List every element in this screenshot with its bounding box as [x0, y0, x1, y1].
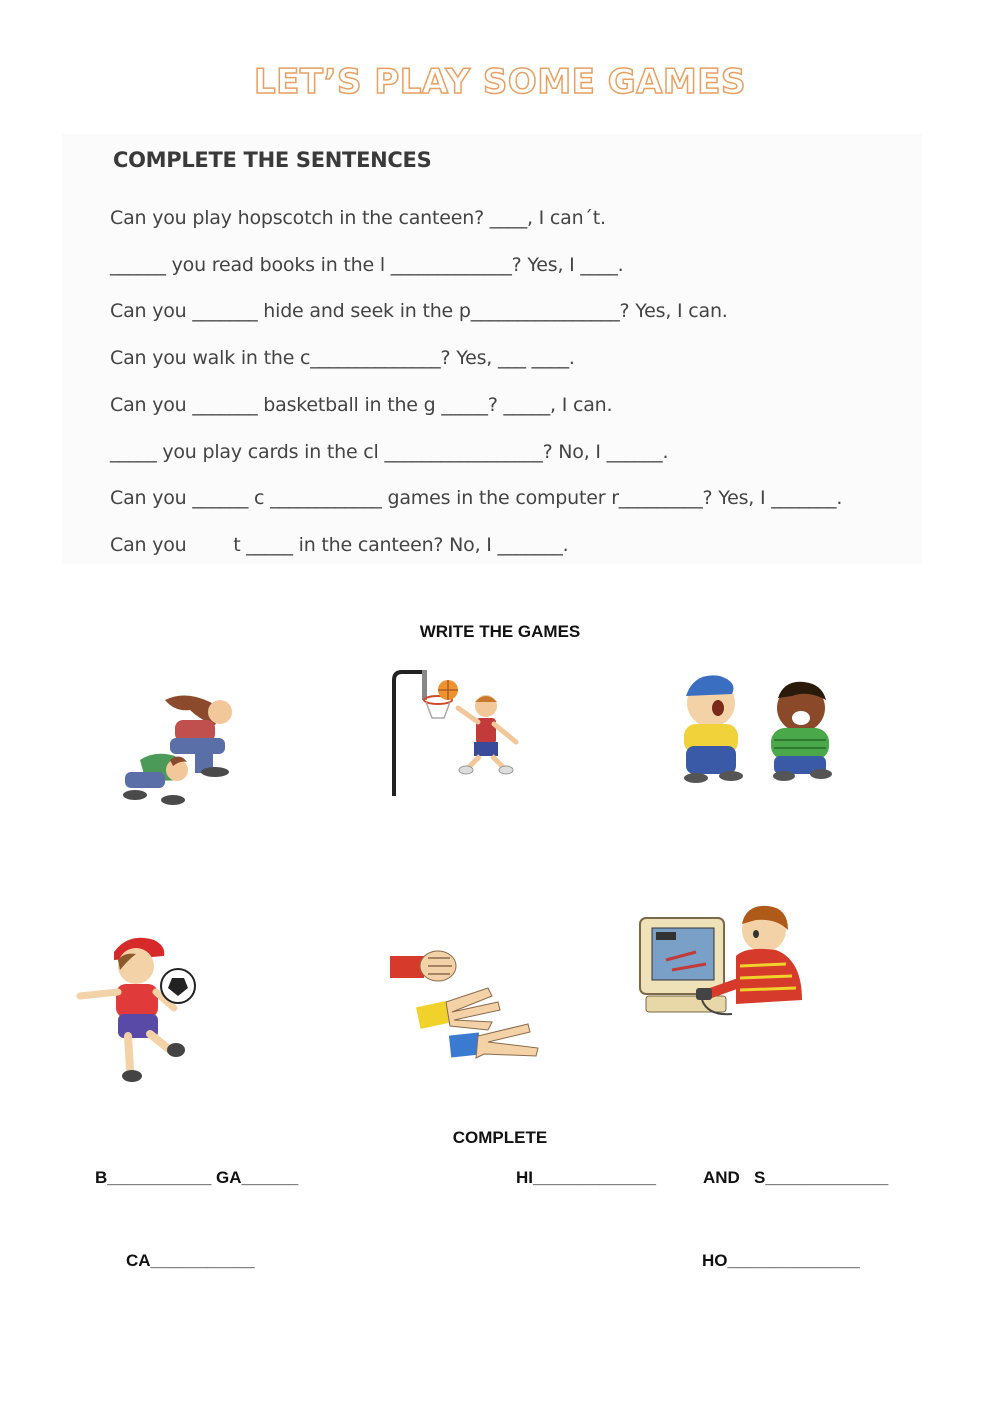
sentence-4: Can you walk in the c______________? Yes, ___ ____. — [110, 347, 575, 369]
complete-sentences-heading: COMPLETE THE SENTENCES — [113, 148, 432, 172]
rock-paper-scissors-picture — [388, 936, 548, 1066]
computer-games-picture — [636, 904, 806, 1026]
basketball-picture — [388, 668, 528, 798]
sentence-3: Can you _______ hide and seek in the p________________? Yes, I can. — [110, 300, 728, 322]
complete-item-hopscotch: HO______________ — [702, 1251, 860, 1270]
write-games-heading: WRITE THE GAMES — [419, 622, 581, 641]
complete-item-and-seek: AND S_____________ — [703, 1168, 889, 1187]
complete-item-board-games: B___________ GA______ — [95, 1168, 299, 1187]
complete-heading: COMPLETE — [452, 1128, 548, 1147]
page-title: LET’S PLAY SOME GAMES — [254, 62, 746, 102]
complete-item-hide: HI_____________ — [516, 1168, 656, 1187]
sentence-1: Can you play hopscotch in the canteen? ____, I can´t. — [110, 207, 606, 229]
complete-item-cards: CA___________ — [126, 1251, 255, 1270]
leapfrog-picture — [115, 690, 245, 815]
football-picture — [74, 930, 199, 1085]
hide-and-seek-picture — [676, 668, 841, 786]
sentence-5: Can you _______ basketball in the g _____? _____, I can. — [110, 394, 613, 416]
sentence-7: Can you ______ c ____________ games in the computer r_________? Yes, I _______. — [110, 487, 843, 509]
sentence-6: _____ you play cards in the cl _________________? No, I ______. — [110, 441, 669, 463]
sentence-8: Can you t _____ in the canteen? No, I _______. — [110, 534, 569, 556]
sentence-2: ______ you read books in the l _____________? Yes, I ____. — [110, 254, 624, 276]
